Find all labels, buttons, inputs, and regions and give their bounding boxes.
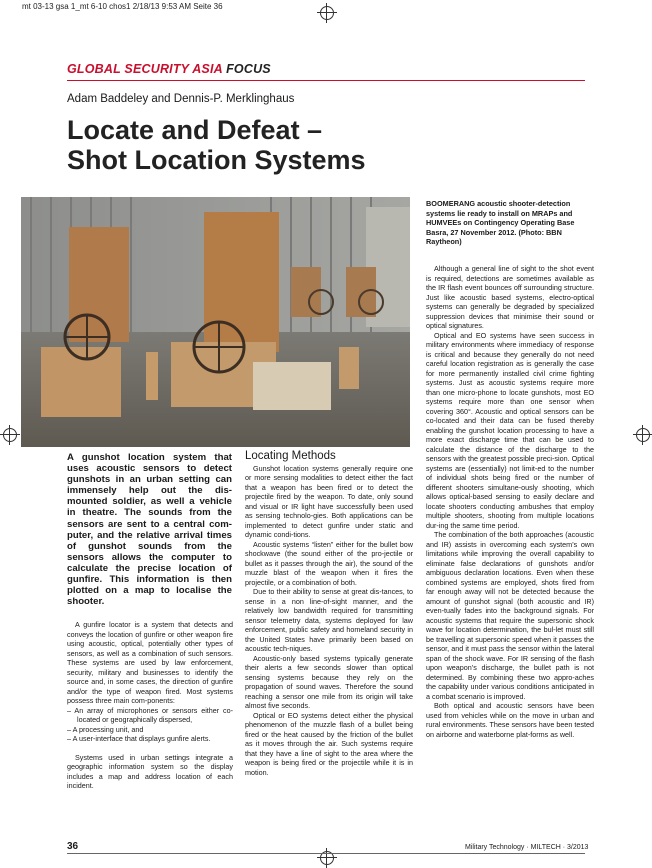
registration-mark-top bbox=[320, 6, 334, 20]
paragraph: Optical or EO systems detect either the physical phenomenon of the muzzle flash of a bullet being fired or the heat caused by the friction of the bullet as it moves through the air. Such systems require that they have a line of sight to the area where the weapon is being fired or the projectile while it is in motion. bbox=[245, 710, 413, 777]
article-photo bbox=[21, 197, 410, 447]
list-item: – A processing unit, and bbox=[67, 724, 144, 734]
subheading: Locating Methods bbox=[245, 450, 336, 462]
section-rule bbox=[67, 80, 585, 81]
section-header bbox=[67, 62, 271, 76]
section-subtitle: FOCUS bbox=[226, 62, 271, 76]
publication-footer: Military Technology · MILTECH · 3/2013 bbox=[465, 844, 589, 851]
title-line-1: Locate and Defeat – bbox=[67, 115, 323, 145]
author-line: Adam Baddeley and Dennis-P. Merklinghaus bbox=[67, 93, 295, 105]
paragraph: Although a general line of sight to the shot event is required, detections are sometimes available as the IR flash event bounces off surrounding structure. Just like acoustic based systems, electro-optical systems can generally be degraded by specialized suppression devices that minimise their sound or optical signatures. bbox=[426, 264, 594, 330]
footer-rule bbox=[67, 853, 585, 854]
section-title: GLOBAL SECURITY ASIA bbox=[67, 62, 223, 76]
paragraph: Acoustic systems “listen” either for the bullet bow shockwave (the sound either of the pro-jectile or bullet as it passes through the air), the sound of the muzzle blast of the weapon when it fires the projectile, or a combination of both. bbox=[245, 539, 413, 587]
registration-mark-right bbox=[636, 428, 650, 442]
page-number: 36 bbox=[67, 841, 79, 852]
paragraph: The combination of the both approaches (acoustic and IR) assists in overcoming each system’s own limitations while improving the overall capability to eliminate false declarations of gunshots and/or ambiguous declaration locations. Even when these combined systems are employed, shots fired from far enough away will not be detected because the amount of gunshot signal (both acoustic and IR) even-tually fades into the background signals. For acoustic systems that require the supersonic shock wave for location determination, the bul-let must still be travelling at supersonic speed when it passes the sensor, and it must pass the sensor within the lateral span of the shock wave. For IR sensing of the flash upon weapon’s discharge, the bullet path is not determined. By combining these two appro-aches the capability under various conditions anticipated in a combat scenario is improved. bbox=[426, 530, 594, 701]
paragraph: Systems used in urban settings integrate a geographic information system so the display includes a map and address location of each incident. bbox=[67, 752, 233, 790]
registration-mark-left bbox=[3, 428, 17, 442]
body-column-1 bbox=[67, 620, 233, 791]
paragraph: Due to their ability to sense at great dis-tances, to sense in a non line-of-sight manner, and the relatively low bandwidth required for transmitting sensor telemetry data, systems deployed for law enforcement, public safety and homeland security in the United States have primarily been based on acoustic tech-niques. bbox=[245, 587, 413, 653]
article-title bbox=[67, 115, 587, 175]
lead-paragraph: A gunshot location system that uses acoustic sensors to detect gunshots in an urban setting can immensely help out the dis-mounted soldier, as well a vehicle in theatre. The sounds from the sensors are sent to a central com-puter, and the relative arrival times of gunshot sounds from the sensors allows the computer to calculate the precise location of gunfire. This information is then plotted on a map to localise the shooter. bbox=[67, 452, 232, 608]
paragraph: Acoustic-only based systems typically generate their alerts a few seconds slower than optical sensing systems because they rely on the propagation of sound waves. Therefore the sound reaching a sensor one mile from its origin will take almost five seconds. bbox=[245, 653, 413, 710]
photo-caption: BOOMERANG acoustic shooter-detection systems lie ready to install on MRAPs and HUMVEEs on Contingency Operating Base Basra, 27 November 2012. (Photo: BBN Raytheon) bbox=[426, 199, 575, 247]
body-column-3 bbox=[426, 264, 594, 739]
photo-illustration bbox=[21, 197, 410, 447]
title-line-2: Shot Location Systems bbox=[67, 145, 366, 175]
paragraph: Both optical and acoustic sensors have been used from vehicles while on the move in urban and rural environments. These sensors have been tested on airborne and waterborne plat-forms as well. bbox=[426, 701, 594, 739]
component-list bbox=[67, 706, 233, 744]
paragraph: Optical and EO systems have seen success in military environments where immediacy of response is critical and because they generally do not need careful location registration as is generally the case for more permanently installed civil crime fighting systems. Just as acoustic systems require more than one micro-phone to locate gunshots, most EO systems require more than one sensor when covering 360°. Acoustic and optical sensors can be co-located and their data can be fused thereby enabling the gunshot location processing to have a more exact discharge time that can be used to calculate the distance of the discharge to the sensors with the greatest possible preci-sion. Optical systems are (essentially) not limit-ed to the number of individual shots being fired or the number of different shooters simultane-ously shooting, which allows optical-based sensing to easily declare and locate shooters conducting ambushes that employ multiple shooters, shooting from multiple locations dur-ing the same time period. bbox=[426, 330, 594, 530]
list-item: – A user-interface that displays gunfire alerts. bbox=[67, 734, 211, 743]
paragraph: A gunfire locator is a system that detects and conveys the location of gunfire or other weapon fire using acoustic, optical, potentially other types of sensors, as well as a combination of such sensors. These systems are used by law enforcement, security, military and businesses to identify the source and, in some cases, the direction of gunfire and/or the type of weapon fired. Most systems possess three main com-ponents: bbox=[67, 620, 233, 705]
list-item: – An array of microphones or sensors either co-located or geographically dispersed, bbox=[67, 705, 233, 724]
paragraph: Gunshot location systems generally require one or more sensing modalities to detect either the fact that a weapon has been fired or to detect the projectile fired by the weapon. To date, only sound and visual or IR light have successfully been used as sensing technolo-gies. Both applications can be implemented to detect gunfire under static and dynamic condi-tions. bbox=[245, 463, 413, 539]
print-slug: mt 03-13 gsa 1_mt 6-10 chos1 2/18/13 9:53 AM Seite 36 bbox=[22, 2, 223, 11]
body-column-2 bbox=[245, 452, 413, 777]
